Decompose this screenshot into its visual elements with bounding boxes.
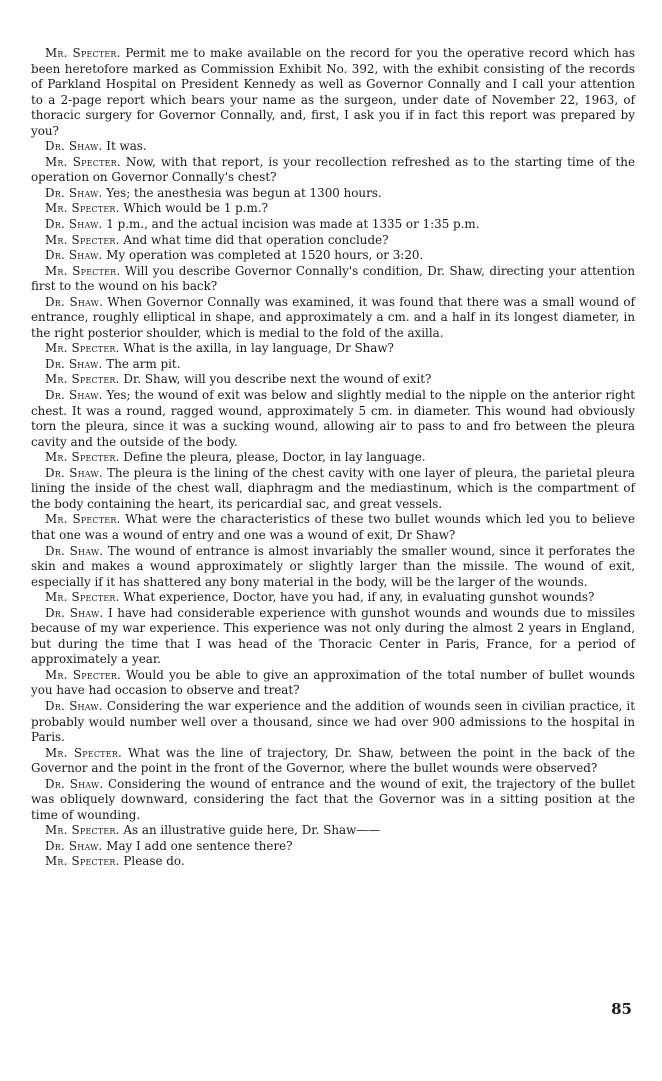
testimony-text: It was. (106, 139, 147, 154)
speaker-label: Mr. Specter. (45, 263, 121, 278)
testimony-paragraph (31, 746, 635, 777)
testimony-paragraph (31, 388, 635, 450)
testimony-text: May I add one sentence there? (106, 838, 293, 853)
testimony-paragraph (31, 341, 635, 357)
speaker-label: Dr. Shaw. (45, 776, 104, 791)
testimony-paragraph (31, 839, 635, 855)
testimony-paragraph (31, 823, 635, 839)
testimony-text: Will you describe Governor Connally's condition, Dr. Shaw, directing your attention first to the wound on his back? (31, 263, 635, 294)
testimony-paragraph (31, 466, 635, 513)
testimony-text: Please do. (123, 854, 185, 869)
page-number: 85 (611, 1000, 632, 1018)
speaker-label: Mr. Specter. (45, 823, 120, 838)
testimony-text: 1 p.m., and the actual incision was made at 1335 or 1:35 p.m. (106, 217, 480, 232)
speaker-label: Dr. Shaw. (45, 838, 103, 853)
testimony-text: Permit me to make available on the record for you the operative record which has been heretofore marked as Commission Exhibit No. 392, with the exhibit consisting of the records of Parkland Hospital on President Kennedy as well as Governor Connally and I call your attention to a 2-page report which bears your name as the surgeon, under date of November 22, 1963, of thoracic surgery for Governor Connally, and, first, I ask you if in fact this report was prepared by you? (31, 46, 636, 138)
testimony-text: What experience, Doctor, have you had, if any, in evaluating gunshot wounds? (123, 590, 595, 605)
testimony-paragraph (31, 139, 635, 155)
speaker-label: Mr. Specter. (45, 512, 121, 527)
testimony-text: And what time did that operation conclude? (123, 232, 389, 247)
testimony-text: I have had considerable experience with gunshot wounds and wounds due to missiles because of my war experience. This experience was not only during the almost 2 years in England, but during the time that I was head of the Thoracic Center in Paris, France, for a period of approximately a year. (31, 605, 636, 667)
testimony-text: My operation was completed at 1520 hours, or 3:20. (106, 248, 424, 263)
speaker-label: Dr. Shaw. (45, 605, 104, 620)
speaker-label: Dr. Shaw. (45, 217, 103, 232)
testimony-paragraph (31, 450, 635, 466)
testimony-paragraph (31, 248, 635, 264)
testimony-paragraph (31, 777, 635, 824)
testimony-text: The arm pit. (106, 356, 181, 371)
speaker-label: Mr. Specter. (45, 154, 121, 169)
testimony-text: What was the line of trajectory, Dr. Shaw, between the point in the back of the Governor and the point in the front of the Governor, where the bullet wounds were observed? (31, 745, 635, 776)
testimony-text: When Governor Connally was examined, it was found that there was a small wound of entrance, roughly elliptical in shape, and approximately a cm. and a half in its longest diameter, in the right posterior shoulder, which is medial to the fold of the axilla. (31, 294, 635, 340)
testimony-text: Considering the wound of entrance and the wound of exit, the trajectory of the bullet was obliquely downward, considering the fact that the Governor was in a sitting position at the time of wounding. (31, 776, 635, 822)
speaker-label: Mr. Specter. (45, 745, 122, 760)
speaker-label: Dr. Shaw. (45, 543, 104, 558)
testimony-paragraph (31, 668, 635, 699)
testimony-paragraph (31, 186, 635, 202)
testimony-text: Now, with that report, is your recollection refreshed as to the starting time of the operation on Governor Connally's chest? (31, 154, 635, 185)
testimony-text: Which would be 1 p.m.? (123, 201, 268, 216)
testimony-paragraph (31, 590, 635, 606)
testimony-text: Dr. Shaw, will you describe next the wound of exit? (123, 372, 432, 387)
speaker-label: Mr. Specter. (45, 372, 120, 387)
testimony-paragraph (31, 264, 635, 295)
testimony-paragraph (31, 201, 635, 217)
speaker-label: Dr. Shaw. (45, 356, 103, 371)
testimony-text: The wound of entrance is almost invariably the smaller wound, since it perforates the skin and makes a wound approximately or slightly larger than the missile. The wound of exit, especially if it has shattered any bony material in the body, will be the larger of the wounds. (31, 543, 635, 589)
speaker-label: Dr. Shaw. (45, 465, 103, 480)
speaker-label: Mr. Specter. (45, 667, 121, 682)
testimony-paragraph (31, 372, 635, 388)
testimony-text: Yes; the wound of exit was below and slightly medial to the nipple on the anterior right chest. It was a round, ragged wound, approximately 5 cm. in diameter. This wound had obviously torn the pleura, since it was a sucking wound, allowing air to pass to and fro between the pleura cavity and the outside of the body. (31, 388, 636, 449)
testimony-paragraph (31, 512, 635, 543)
testimony-paragraph (31, 217, 635, 233)
speaker-label: Dr. Shaw. (45, 698, 103, 713)
speaker-label: Mr. Specter. (45, 854, 120, 869)
testimony-text: The pleura is the lining of the chest cavity with one layer of pleura, the parietal pleura lining the inside of the chest wall, diaphragm and the mediastinum, which is the compartment of the body containing the heart, its pericardial sac, and great vessels. (31, 465, 635, 511)
testimony-text: Define the pleura, please, Doctor, in lay language. (123, 450, 426, 465)
testimony-text: Would you be able to give an approximation of the total number of bullet wounds you have had occasion to observe and treat? (31, 667, 636, 698)
testimony-paragraph (31, 699, 635, 746)
speaker-label: Mr. Specter. (45, 46, 121, 60)
testimony-transcript (31, 46, 635, 870)
testimony-text: Yes; the anesthesia was begun at 1300 hours. (106, 185, 382, 200)
testimony-paragraph (31, 357, 635, 373)
testimony-paragraph (31, 155, 635, 186)
speaker-label: Mr. Specter. (45, 201, 120, 216)
speaker-label: Dr. Shaw. (45, 139, 103, 154)
testimony-paragraph (31, 46, 635, 139)
testimony-text: What were the characteristics of these two bullet wounds which led you to believe that one was a wound of entry and one was a wound of exit, Dr Shaw? (31, 512, 635, 542)
speaker-label: Mr. Specter. (45, 590, 120, 605)
testimony-paragraph (31, 295, 635, 342)
testimony-text: As an illustrative guide here, Dr. Shaw—— (123, 823, 381, 838)
speaker-label: Mr. Specter. (45, 341, 120, 356)
testimony-text: What is the axilla, in lay language, Dr Shaw? (123, 341, 394, 356)
speaker-label: Dr. Shaw. (45, 248, 103, 263)
speaker-label: Mr. Specter. (45, 450, 120, 465)
testimony-paragraph (31, 606, 635, 668)
speaker-label: Dr. Shaw. (45, 185, 103, 200)
testimony-paragraph (31, 854, 635, 870)
testimony-text: Considering the war experience and the addition of wounds seen in civilian practice, it probably would number well over a thousand, since we had over 900 admissions to the hospital in Paris. (31, 698, 636, 745)
speaker-label: Mr. Specter. (45, 232, 120, 247)
testimony-paragraph (31, 544, 635, 591)
speaker-label: Dr. Shaw. (45, 388, 103, 403)
speaker-label: Dr. Shaw. (45, 294, 104, 309)
testimony-paragraph (31, 233, 635, 249)
